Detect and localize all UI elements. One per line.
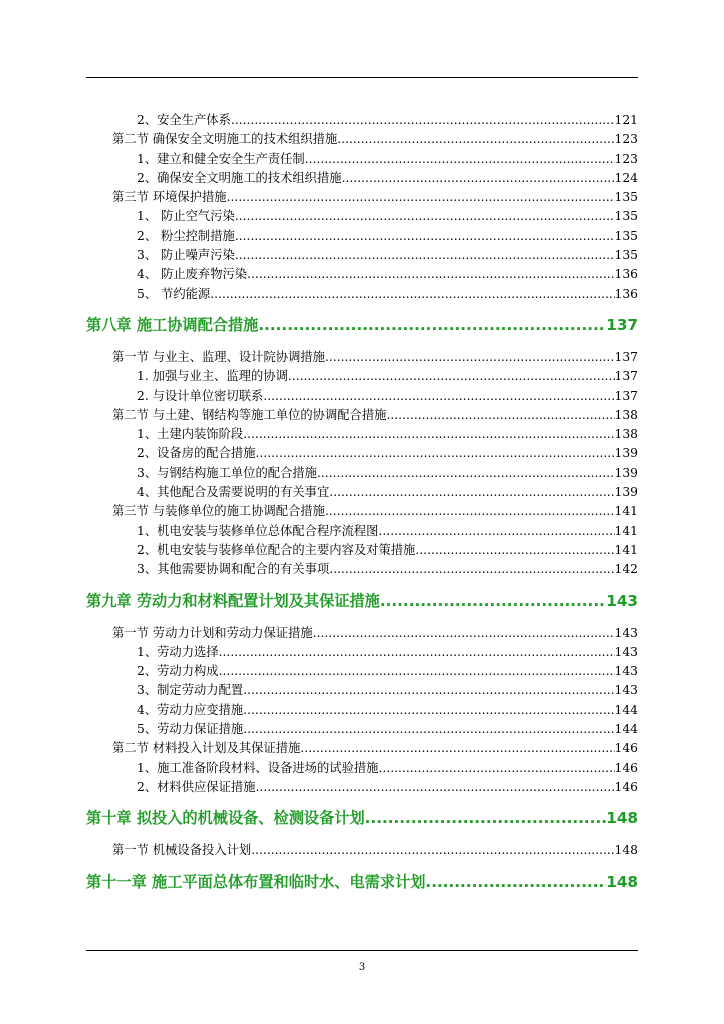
toc-subsection[interactable] — [86, 701, 638, 720]
toc-entry-title: 1、 防止空气污染 — [137, 209, 235, 224]
toc-entry-page: 146 — [614, 741, 638, 756]
toc-section[interactable] — [86, 739, 638, 758]
toc-entry-page: 144 — [614, 722, 638, 737]
toc-subsection[interactable] — [86, 265, 638, 284]
toc-entry-page: 138 — [614, 407, 638, 422]
toc-subsection[interactable] — [86, 387, 638, 406]
toc-entry-title: 2、机电安装与装修单位配合的主要内容及对策措施 — [137, 542, 416, 557]
toc-entry-title: 第一节 机械设备投入计划 — [112, 843, 252, 858]
dot-leader — [325, 502, 615, 521]
dot-leader — [300, 739, 614, 758]
toc-entry-title: 第八章 施工协调配合措施 — [86, 315, 259, 334]
toc-entry-page: 123 — [614, 151, 638, 166]
toc-entry-title: 第二节 确保安全文明施工的技术组织措施 — [112, 132, 338, 147]
table-of-contents — [86, 111, 638, 905]
toc-entry-page: 135 — [614, 209, 638, 224]
header-rule — [86, 77, 638, 78]
toc-entry-page: 137 — [606, 315, 638, 334]
toc-entry-page: 135 — [614, 248, 638, 263]
dot-leader — [219, 662, 615, 681]
toc-chapter[interactable] — [86, 306, 638, 344]
toc-entry-title: 1. 加强与业主、监理的协调 — [137, 369, 288, 384]
toc-entry-title: 2、确保安全文明施工的技术组织措施 — [137, 170, 342, 185]
toc-entry-title: 2、材料供应保证措施 — [137, 779, 256, 794]
toc-entry-page: 135 — [614, 228, 638, 243]
dot-leader — [235, 227, 615, 246]
dot-leader — [243, 681, 614, 700]
dot-leader — [243, 701, 614, 720]
dot-leader — [288, 367, 615, 386]
toc-subsection[interactable] — [86, 681, 638, 700]
toc-subsection[interactable] — [86, 720, 638, 739]
toc-subsection[interactable] — [86, 778, 638, 797]
page-number: 3 — [358, 962, 366, 973]
toc-subsection[interactable] — [86, 643, 638, 662]
toc-chapter[interactable] — [86, 582, 638, 620]
toc-subsection[interactable] — [86, 285, 638, 304]
toc-entry-title: 3、与钢结构施工单位的配合措施 — [137, 465, 317, 480]
toc-section[interactable] — [86, 841, 638, 860]
toc-entry-page: 148 — [606, 872, 638, 891]
toc-subsection[interactable] — [86, 464, 638, 483]
toc-entry-title: 2、 粉尘控制措施 — [137, 228, 235, 243]
dot-leader — [380, 582, 606, 620]
toc-subsection[interactable] — [86, 541, 638, 560]
toc-entry-title: 第十一章 施工平面总体布置和临时水、电需求计划 — [86, 872, 426, 891]
toc-section[interactable] — [86, 406, 638, 425]
dot-leader — [329, 560, 614, 579]
toc-entry-page: 123 — [614, 132, 638, 147]
footer-rule — [86, 950, 638, 951]
toc-entry-page: 137 — [614, 349, 638, 364]
toc-entry-page: 141 — [614, 504, 638, 519]
toc-entry-page: 138 — [614, 427, 638, 442]
toc-entry-title: 2、设备房的配合措施 — [137, 446, 256, 461]
dot-leader — [342, 169, 615, 188]
toc-entry-page: 137 — [614, 369, 638, 384]
toc-entry-page: 148 — [614, 843, 638, 858]
toc-subsection[interactable] — [86, 207, 638, 226]
toc-entry-page: 146 — [614, 760, 638, 775]
toc-section[interactable] — [86, 348, 638, 367]
dot-leader — [329, 483, 614, 502]
toc-entry-title: 4、 防止废弃物污染 — [137, 267, 248, 282]
toc-entry-page: 143 — [614, 644, 638, 659]
toc-entry-page: 141 — [614, 523, 638, 538]
toc-entry-title: 第三节 与装修单位的施工协调配合措施 — [112, 504, 325, 519]
dot-leader — [231, 111, 615, 130]
dot-leader — [227, 188, 615, 207]
toc-entry-title: 2、劳动力构成 — [137, 664, 219, 679]
toc-entry-page: 139 — [614, 485, 638, 500]
toc-entry-title: 第二节 材料投入计划及其保证措施 — [112, 741, 301, 756]
dot-leader — [386, 406, 614, 425]
toc-entry-page: 136 — [614, 267, 638, 282]
toc-entry-title: 1、土建内装饰阶段 — [137, 427, 244, 442]
dot-leader — [256, 778, 615, 797]
toc-subsection[interactable] — [86, 111, 638, 130]
toc-subsection[interactable] — [86, 150, 638, 169]
dot-leader — [258, 306, 606, 344]
dot-leader — [415, 541, 614, 560]
dot-leader — [337, 130, 614, 149]
toc-section[interactable] — [86, 130, 638, 149]
toc-entry-page: 124 — [614, 170, 638, 185]
toc-subsection[interactable] — [86, 169, 638, 188]
toc-section[interactable] — [86, 624, 638, 643]
toc-entry-page: 121 — [614, 113, 638, 127]
toc-entry-page: 142 — [614, 562, 638, 577]
toc-subsection[interactable] — [86, 560, 638, 579]
dot-leader — [313, 624, 615, 643]
dot-leader — [243, 425, 614, 444]
toc-entry-page: 135 — [614, 190, 638, 205]
toc-subsection[interactable] — [86, 425, 638, 444]
dot-leader — [305, 150, 615, 169]
dot-leader — [325, 348, 615, 367]
dot-leader — [365, 799, 607, 837]
dot-leader — [243, 720, 614, 739]
toc-entry-title: 第三节 环境保护措施 — [112, 190, 227, 205]
dot-leader — [210, 285, 614, 304]
toc-section[interactable] — [86, 188, 638, 207]
toc-entry-title: 第一节 劳动力计划和劳动力保证措施 — [112, 625, 313, 640]
toc-entry-title: 1、劳动力选择 — [137, 644, 219, 659]
toc-entry-title: 5、 节约能源 — [137, 286, 211, 301]
toc-entry-title: 4、劳动力应变措施 — [137, 702, 244, 717]
toc-entry-title: 第十章 拟投入的机械设备、检测设备计划 — [86, 809, 365, 828]
toc-entry-page: 143 — [614, 664, 638, 679]
toc-entry-page: 139 — [614, 446, 638, 461]
toc-entry-title: 4、其他配合及需要说明的有关事宜 — [137, 485, 330, 500]
toc-entry-title: 5、劳动力保证措施 — [137, 722, 244, 737]
toc-entry-title: 2. 与设计单位密切联系 — [137, 388, 264, 403]
toc-entry-title: 1、施工准备阶段材料、设备进场的试验措施 — [137, 760, 379, 775]
toc-subsection[interactable] — [86, 227, 638, 246]
dot-leader — [235, 246, 615, 265]
toc-entry-page: 143 — [606, 591, 638, 610]
toc-entry-title: 第一节 与业主、监理、设计院协调措施 — [112, 349, 325, 364]
toc-entry-title: 2、安全生产体系 — [137, 113, 231, 127]
toc-entry-page: 143 — [614, 625, 638, 640]
dot-leader — [263, 387, 614, 406]
toc-subsection[interactable] — [86, 246, 638, 265]
toc-entry-title: 1、建立和健全安全生产责任制 — [137, 151, 305, 166]
toc-entry-title: 3、其他需要协调和配合的有关事项 — [137, 562, 330, 577]
toc-subsection[interactable] — [86, 483, 638, 502]
toc-section[interactable] — [86, 502, 638, 521]
dot-leader — [378, 759, 614, 778]
toc-subsection[interactable] — [86, 662, 638, 681]
toc-entry-page: 148 — [606, 809, 638, 828]
toc-entry-page: 136 — [614, 286, 638, 301]
toc-entry-title: 3、制定劳动力配置 — [137, 683, 244, 698]
toc-entry-title: 1、机电安装与装修单位总体配合程序流程图 — [137, 523, 379, 538]
toc-entry-page: 144 — [614, 702, 638, 717]
dot-leader — [317, 464, 615, 483]
toc-chapter[interactable] — [86, 863, 638, 901]
dot-leader — [219, 643, 615, 662]
dot-leader — [256, 444, 615, 463]
toc-entry-page: 143 — [614, 683, 638, 698]
dot-leader — [425, 863, 606, 901]
toc-entry-page: 137 — [614, 388, 638, 403]
toc-entry-page: 146 — [614, 779, 638, 794]
dot-leader — [247, 265, 614, 284]
toc-entry-title: 第九章 劳动力和材料配置计划及其保证措施 — [86, 591, 380, 610]
dot-leader — [235, 207, 615, 226]
toc-subsection[interactable] — [86, 759, 638, 778]
toc-subsection[interactable] — [86, 367, 638, 386]
toc-subsection[interactable] — [86, 522, 638, 541]
toc-entry-page: 139 — [614, 465, 638, 480]
dot-leader — [378, 522, 614, 541]
toc-entry-title: 第二节 与土建、钢结构等施工单位的协调配合措施 — [112, 407, 387, 422]
toc-entry-title: 3、 防止噪声污染 — [137, 248, 235, 263]
dot-leader — [251, 841, 614, 860]
toc-chapter[interactable] — [86, 799, 638, 837]
toc-subsection[interactable] — [86, 444, 638, 463]
toc-entry-page: 141 — [614, 542, 638, 557]
